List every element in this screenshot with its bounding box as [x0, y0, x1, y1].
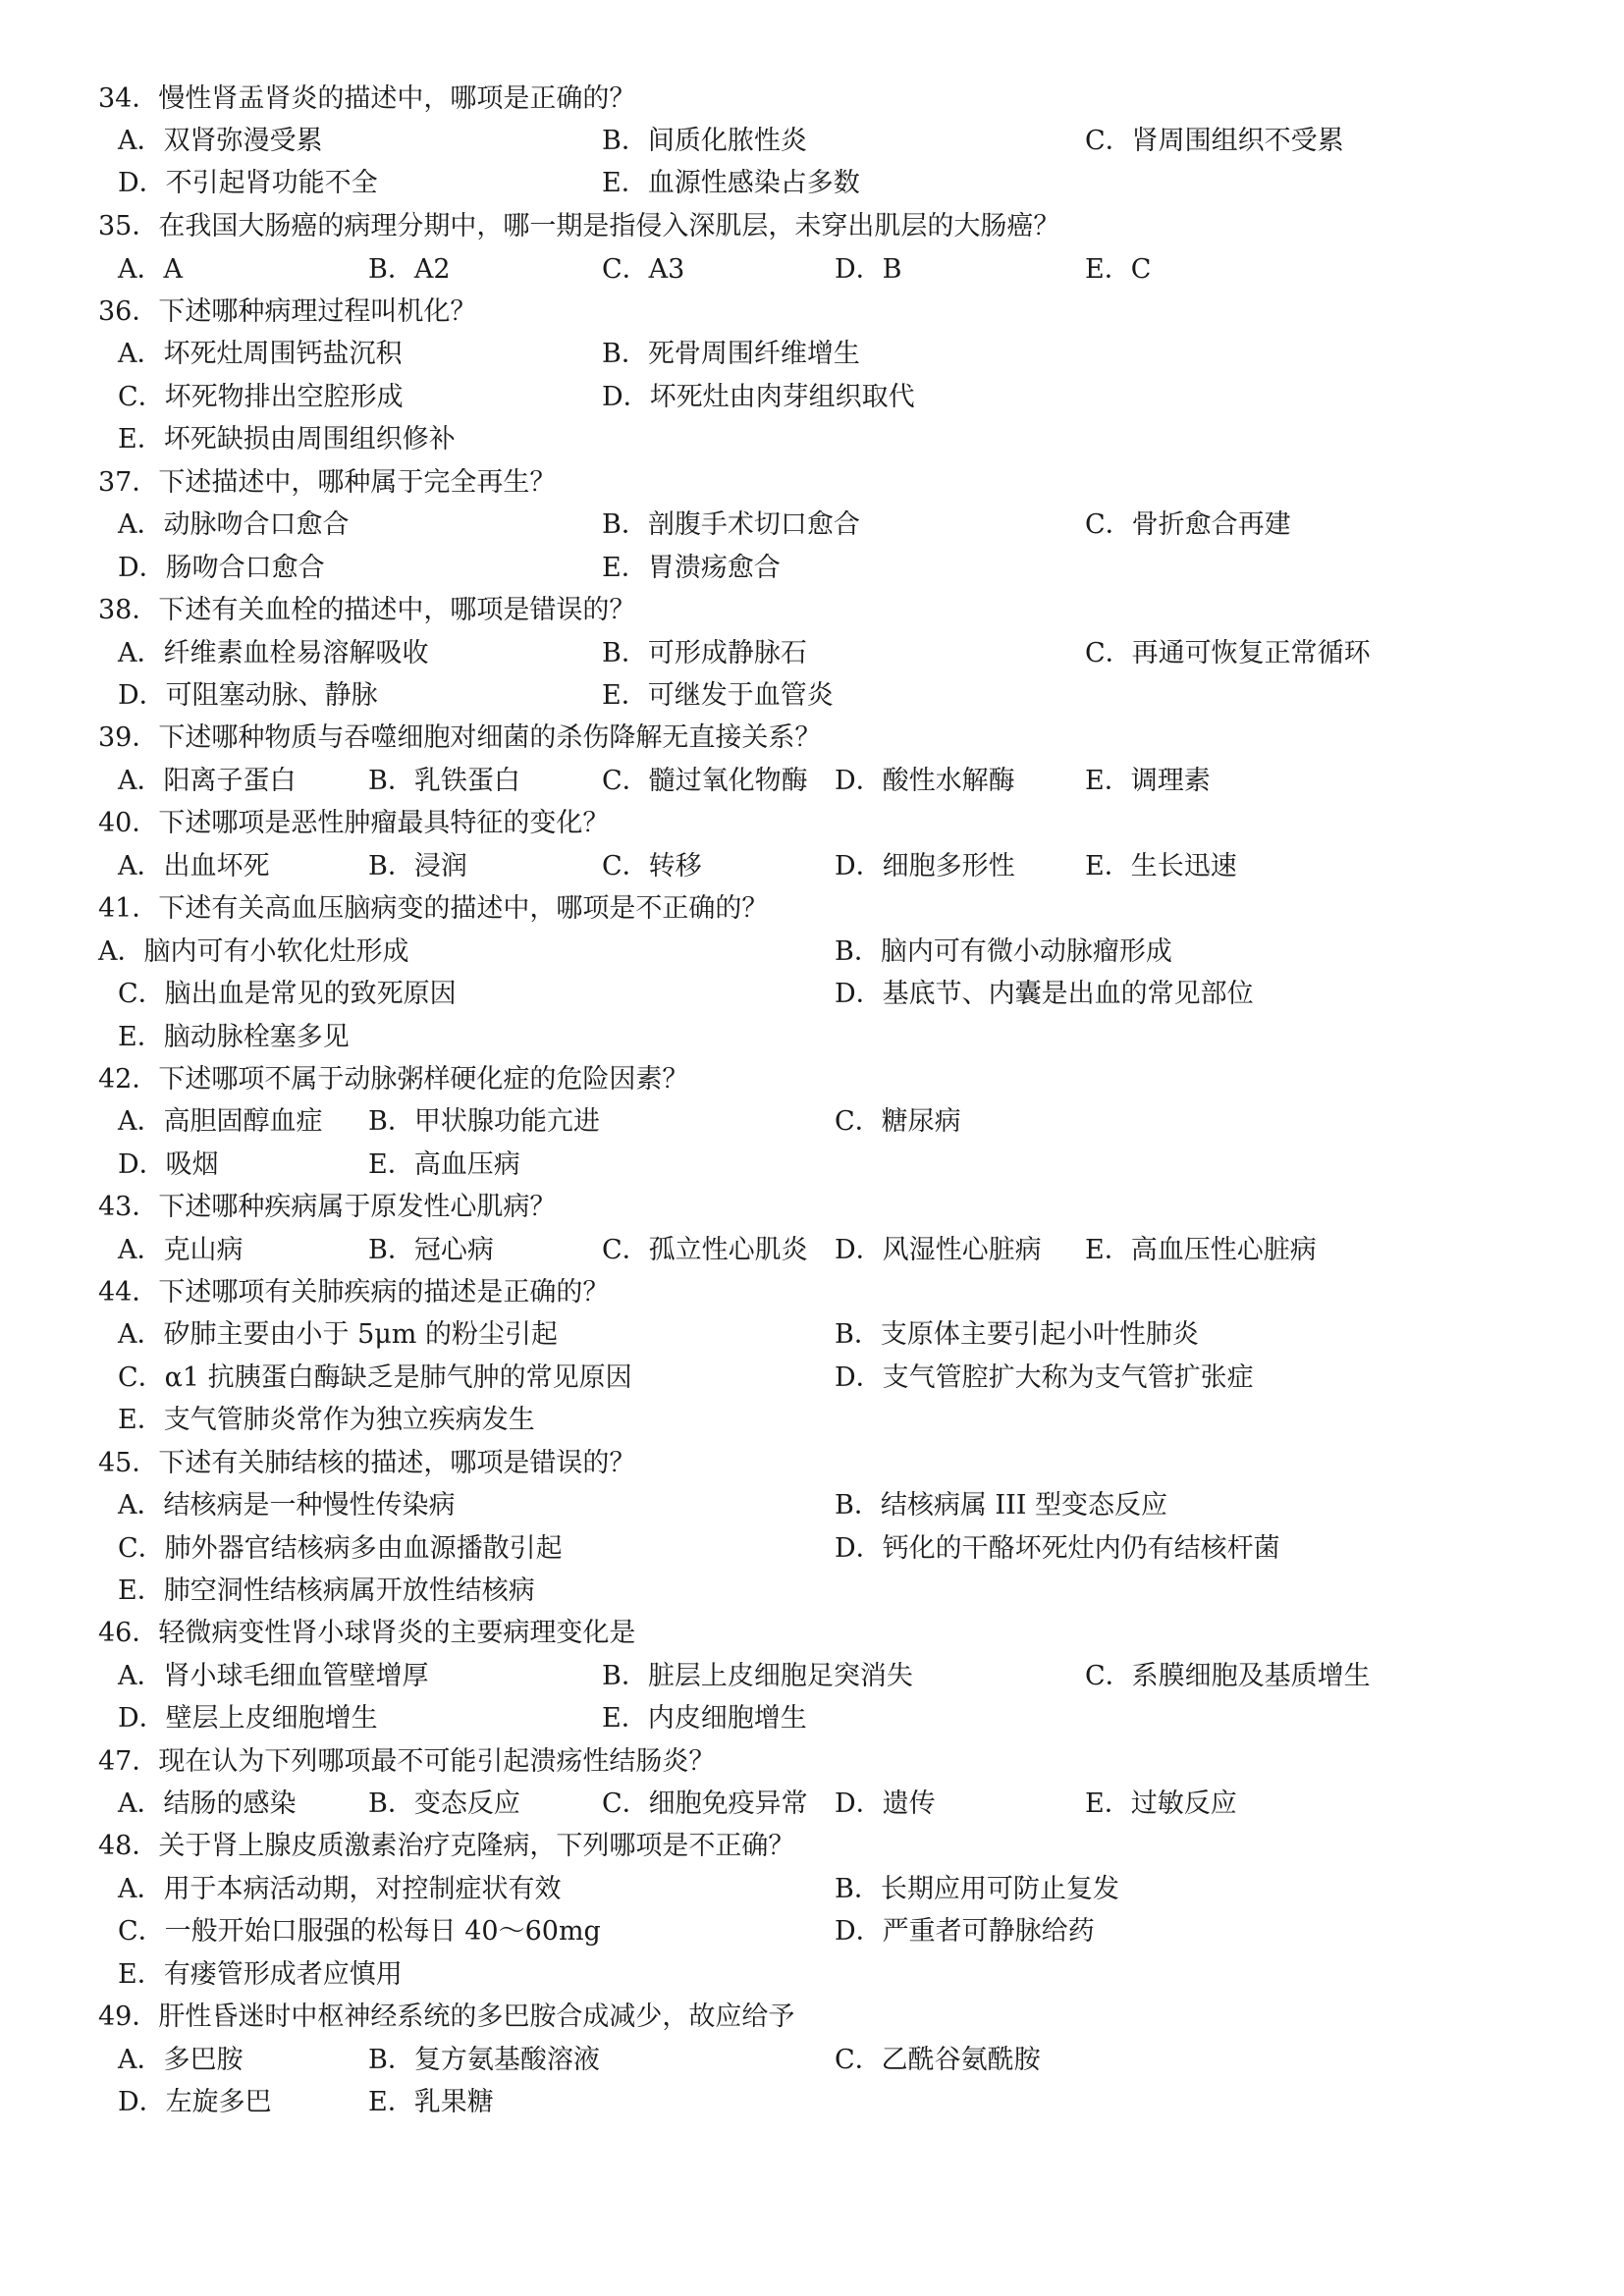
- question-stem: 46．轻微病变性肾小球肾炎的主要病理变化是: [98, 1618, 636, 1648]
- question-stem: 37．下述描述中，哪种属于完全再生？: [98, 467, 557, 498]
- answer-option: D．可阻塞动脉、静脉: [118, 680, 378, 711]
- answer-option: B．可形成静脉石: [602, 638, 807, 668]
- answer-option: C．A3: [602, 254, 685, 285]
- answer-option: D．严重者可静脉给药: [835, 1916, 1095, 1947]
- question-stem: 40．下述哪项是恶性肿瘤最具特征的变化？: [98, 808, 610, 838]
- answer-option: D．左旋多巴: [118, 2087, 272, 2117]
- answer-option: E．C: [1085, 254, 1152, 285]
- answer-option: C．肺外器官结核病多由血源播散引起: [118, 1533, 563, 1564]
- answer-option: D．支气管腔扩大称为支气管扩张症: [835, 1362, 1254, 1393]
- answer-option: B．甲状腺功能亢进: [368, 1106, 600, 1137]
- answer-option: A．高胆固醇血症: [118, 1106, 323, 1137]
- answer-option: C．糖尿病: [835, 1106, 961, 1137]
- answer-option: B．脏层上皮细胞足突消失: [602, 1661, 913, 1691]
- answer-option: C．再通可恢复正常循环: [1085, 638, 1371, 668]
- answer-option: E．胃溃疡愈合: [602, 553, 781, 583]
- answer-option: C．乙酰谷氨酰胺: [835, 2045, 1041, 2075]
- answer-option: D．坏死灶由肉芽组织取代: [602, 382, 915, 412]
- answer-option: C．肾周围组织不受累: [1085, 126, 1344, 156]
- answer-option: D．壁层上皮细胞增生: [118, 1703, 378, 1734]
- question-stem: 42．下述哪项不属于动脉粥样硬化症的危险因素？: [98, 1064, 689, 1095]
- answer-option: A．脑内可有小软化灶形成: [98, 936, 409, 967]
- answer-option: B．长期应用可防止复发: [835, 1874, 1119, 1904]
- answer-option: E．脑动脉栓塞多见: [118, 1022, 350, 1052]
- answer-option: A．动脉吻合口愈合: [118, 509, 350, 540]
- answer-option: A．用于本病活动期，对控制症状有效: [118, 1874, 562, 1904]
- answer-option: D．吸烟: [118, 1149, 219, 1180]
- answer-option: C．髓过氧化物酶: [602, 766, 808, 796]
- question-stem: 49．肝性昏迷时中枢神经系统的多巴胺合成减少，故应给予: [98, 2002, 795, 2032]
- question-stem: 47．现在认为下列哪项最不可能引起溃疡性结肠炎？: [98, 1746, 716, 1777]
- question-stem: 39．下述哪种物质与吞噬细胞对细菌的杀伤降解无直接关系？: [98, 722, 822, 753]
- question-stem: 48．关于肾上腺皮质激素治疗克隆病，下列哪项是不正确？: [98, 1831, 795, 1861]
- answer-option: B．冠心病: [368, 1235, 494, 1265]
- answer-option: A．出血坏死: [118, 851, 270, 881]
- answer-option: B．浸润: [368, 851, 467, 881]
- answer-option: A．结核病是一种慢性传染病: [118, 1490, 456, 1521]
- answer-option: E．支气管肺炎常作为独立疾病发生: [118, 1405, 535, 1435]
- answer-option: B．结核病属 III 型变态反应: [835, 1490, 1168, 1521]
- answer-option: A．克山病: [118, 1235, 244, 1265]
- answer-option: D．遗传: [835, 1789, 936, 1819]
- answer-option: C．孤立性心肌炎: [602, 1235, 808, 1265]
- answer-option: D．基底节、内囊是出血的常见部位: [835, 979, 1254, 1009]
- answer-option: A．多巴胺: [118, 2045, 244, 2075]
- question-stem: 35．在我国大肠癌的病理分期中，哪一期是指侵入深肌层，未穿出肌层的大肠癌？: [98, 211, 1060, 241]
- answer-option: C．坏死物排出空腔形成: [118, 382, 404, 412]
- answer-option: C．α1 抗胰蛋白酶缺乏是肺气肿的常见原因: [118, 1362, 632, 1393]
- answer-option: C．转移: [602, 851, 702, 881]
- answer-option: D．酸性水解酶: [835, 766, 1015, 796]
- question-stem: 43．下述哪种疾病属于原发性心肌病？: [98, 1192, 557, 1222]
- answer-option: A．阳离子蛋白: [118, 766, 297, 796]
- answer-option: C．脑出血是常见的致死原因: [118, 979, 457, 1009]
- answer-option: E．调理素: [1085, 766, 1211, 796]
- answer-option: D．不引起肾功能不全: [118, 168, 378, 198]
- answer-option: B．死骨周围纤维增生: [602, 339, 860, 369]
- answer-option: A．双肾弥漫受累: [118, 126, 323, 156]
- answer-option: C．细胞免疫异常: [602, 1789, 808, 1819]
- answer-option: E．内皮细胞增生: [602, 1703, 807, 1734]
- question-stem: 44．下述哪项有关肺疾病的描述是正确的？: [98, 1277, 610, 1308]
- question-stem: 38．下述有关血栓的描述中，哪项是错误的？: [98, 595, 636, 625]
- answer-option: C．骨折愈合再建: [1085, 509, 1291, 540]
- answer-option: B．剖腹手术切口愈合: [602, 509, 860, 540]
- answer-option: B．脑内可有微小动脉瘤形成: [835, 936, 1172, 967]
- question-stem: 41．下述有关高血压脑病变的描述中，哪项是不正确的？: [98, 893, 769, 924]
- answer-option: A．肾小球毛细血管壁增厚: [118, 1661, 429, 1691]
- answer-option: D．钙化的干酪坏死灶内仍有结核杆菌: [835, 1533, 1280, 1564]
- answer-option: E．血源性感染占多数: [602, 168, 860, 198]
- answer-option: C．一般开始口服强的松每日 40～60mg: [118, 1916, 601, 1947]
- question-stem: 45．下述有关肺结核的描述，哪项是错误的？: [98, 1448, 636, 1478]
- answer-option: E．有瘘管形成者应慎用: [118, 1959, 403, 1990]
- answer-option: A．结肠的感染: [118, 1789, 297, 1819]
- answer-option: E．过敏反应: [1085, 1789, 1237, 1819]
- answer-option: A．矽肺主要由小于 5μm 的粉尘引起: [118, 1319, 558, 1350]
- answer-option: E．坏死缺损由周围组织修补: [118, 424, 456, 454]
- answer-option: D．肠吻合口愈合: [118, 553, 325, 583]
- answer-option: C．系膜细胞及基质增生: [1085, 1661, 1371, 1691]
- answer-option: D．B: [835, 254, 902, 285]
- answer-option: B．复方氨基酸溶液: [368, 2045, 600, 2075]
- answer-option: E．高血压病: [368, 1149, 520, 1180]
- answer-option: B．乳铁蛋白: [368, 766, 520, 796]
- answer-option: D．风湿性心脏病: [835, 1235, 1042, 1265]
- answer-option: D．细胞多形性: [835, 851, 1015, 881]
- answer-option: B．支原体主要引起小叶性肺炎: [835, 1319, 1199, 1350]
- answer-option: B．间质化脓性炎: [602, 126, 807, 156]
- answer-option: E．肺空洞性结核病属开放性结核病: [118, 1575, 535, 1606]
- answer-option: A．纤维素血栓易溶解吸收: [118, 638, 429, 668]
- question-stem: 34．慢性肾盂肾炎的描述中，哪项是正确的？: [98, 83, 636, 114]
- answer-option: E．乳果糖: [368, 2087, 494, 2117]
- answer-option: E．生长迅速: [1085, 851, 1237, 881]
- answer-option: E．可继发于血管炎: [602, 680, 834, 711]
- answer-option: A．坏死灶周围钙盐沉积: [118, 339, 403, 369]
- question-stem: 36．下述哪种病理过程叫机化？: [98, 296, 477, 327]
- answer-option: B．变态反应: [368, 1789, 520, 1819]
- answer-option: A．A: [118, 254, 183, 285]
- answer-option: E．高血压性心脏病: [1085, 1235, 1317, 1265]
- answer-option: B．A2: [368, 254, 451, 285]
